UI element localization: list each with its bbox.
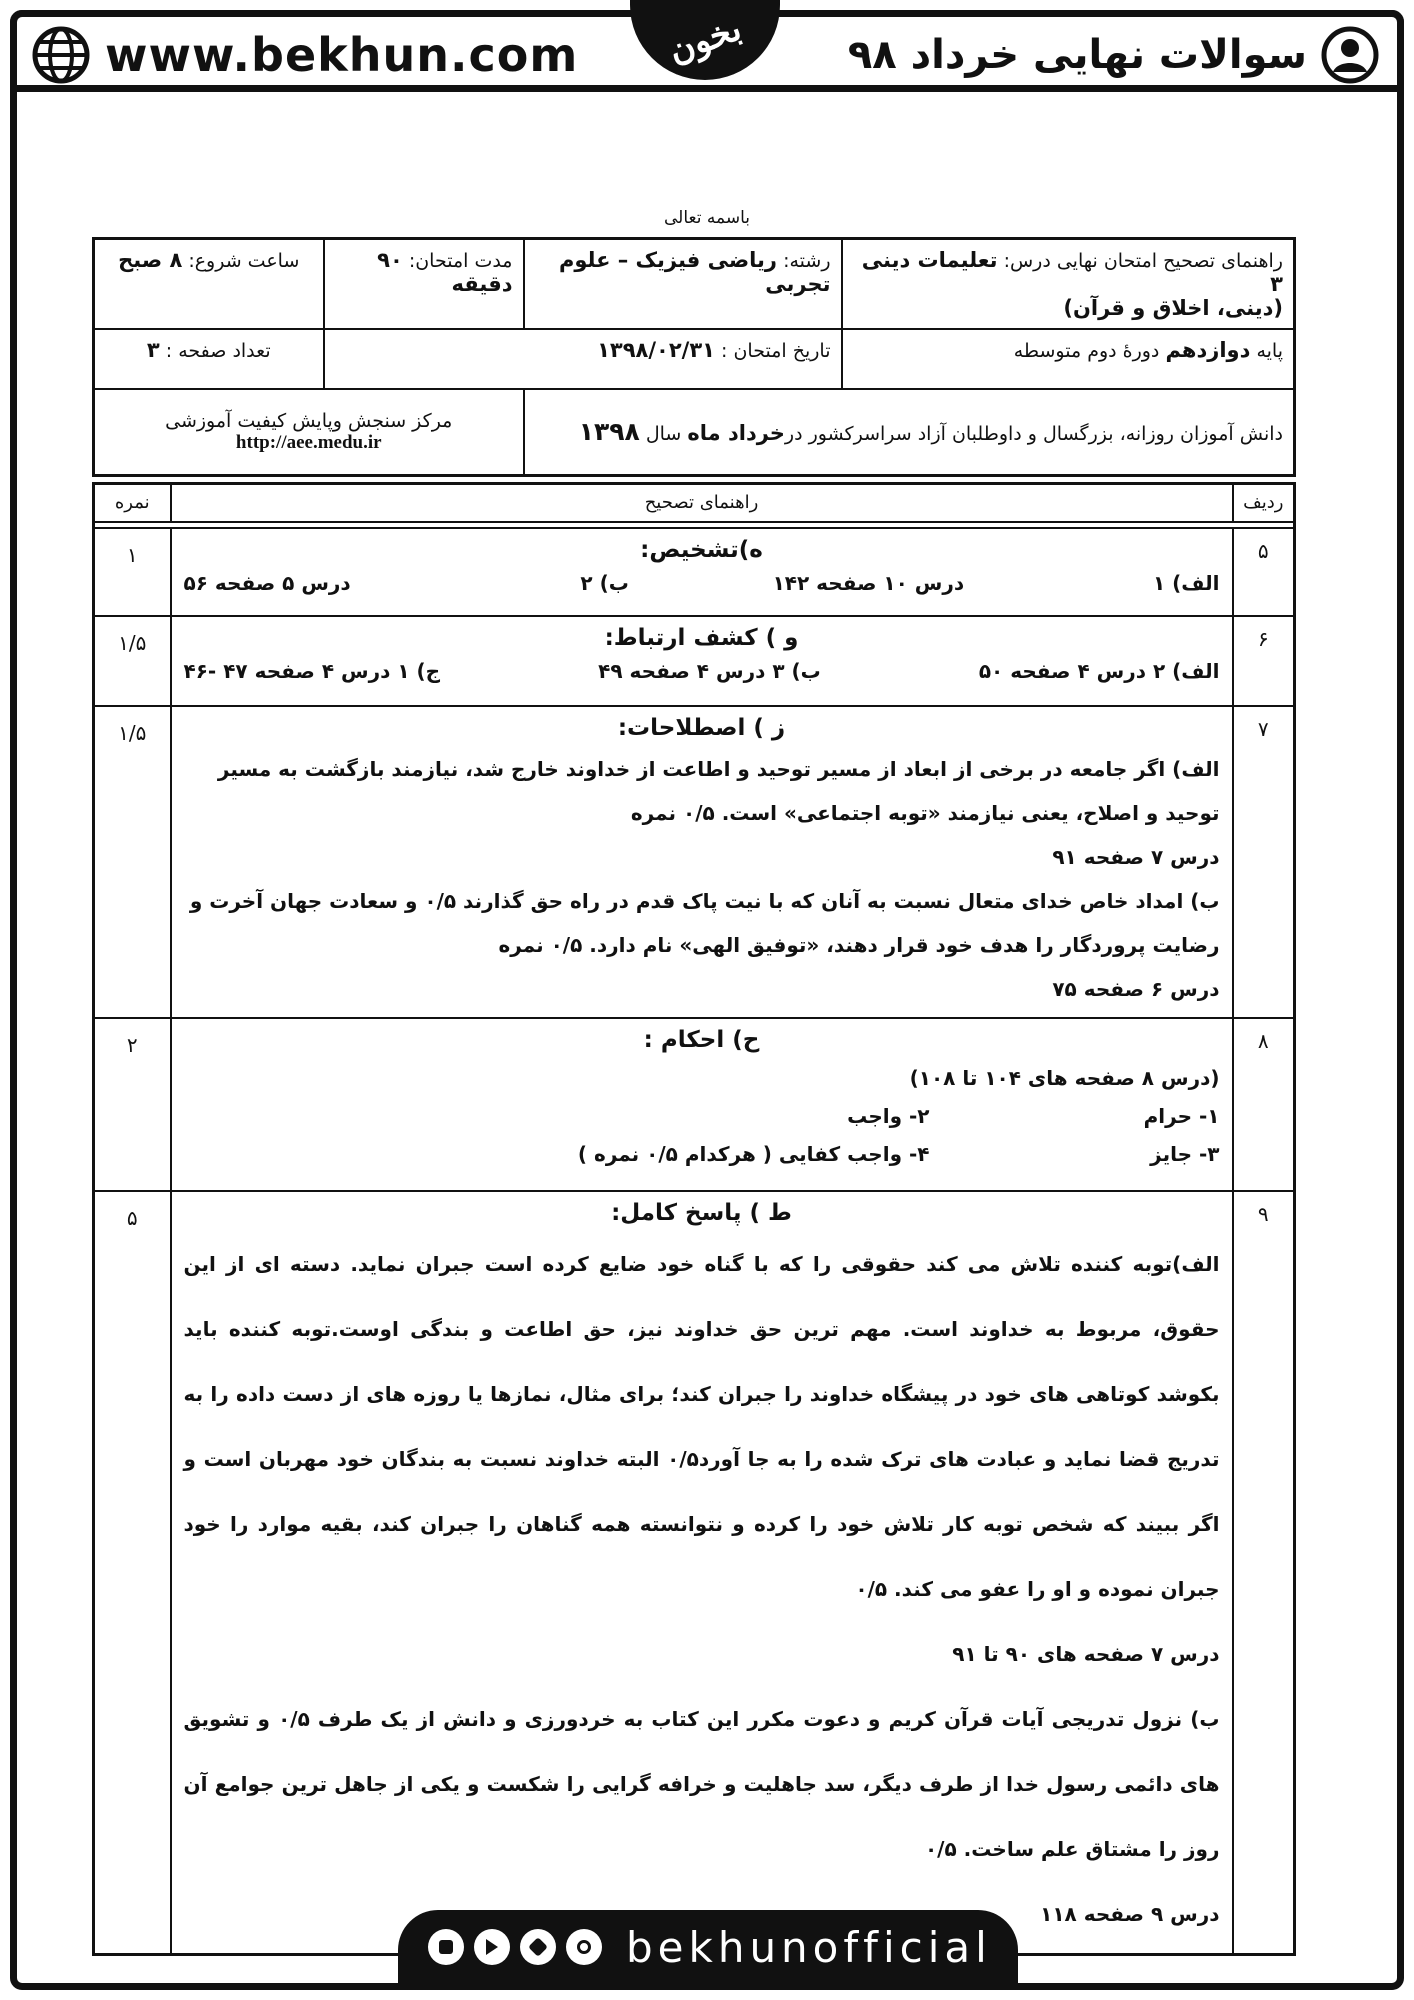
students-month: خرداد ماه [687, 421, 785, 446]
field-label: رشته: [783, 250, 831, 272]
answer-cell [171, 528, 1233, 616]
answer-b-ref: درس ۹ صفحه ۱۱۸ [1040, 1901, 1220, 1926]
logo-text: بخون [663, 8, 747, 72]
answer-c: ج) ۱ درس ۴ صفحه ۴۷ -۴۶ [183, 658, 441, 683]
answer-cell [171, 1191, 1233, 1955]
exam-header-table [92, 237, 1296, 477]
students-cell [524, 389, 1295, 475]
course-label: راهنمای تصحیح امتحان نهایی درس: [1003, 250, 1283, 272]
students-year: ۱۳۹۸ [578, 417, 640, 447]
social-bar [398, 1910, 1018, 1984]
question-row-8 [94, 1018, 1295, 1191]
course-name: تعلیمات دینی ۳ [861, 248, 1283, 296]
row-number: ۵ [1233, 528, 1295, 616]
grade-value: دوازدهم [1165, 338, 1251, 362]
question-row-9 [94, 1191, 1295, 1955]
answer-b-ref: درس ۶ صفحه ۷۵ [1052, 976, 1220, 1001]
center-cell [94, 389, 524, 475]
score: ۱ [94, 528, 171, 616]
pages-cell [94, 329, 324, 389]
section-title: ز ) اصطلاحات: [617, 714, 786, 741]
section-title: ه)تشخیص: [640, 536, 763, 563]
answer-line [184, 657, 1220, 685]
duration-value: ۹۰ دقیقه [377, 248, 513, 296]
social-handle[interactable]: bekhunofficial [626, 1922, 992, 1972]
section-title: ح) احکام : [643, 1026, 760, 1053]
question-row-6 [94, 616, 1295, 706]
duration-cell [324, 239, 524, 330]
grade-prefix: پایه [1256, 340, 1283, 362]
instagram-icon[interactable] [566, 1929, 602, 1965]
answer-b: ب) ۳ درس ۴ صفحه ۴۹ [598, 658, 821, 683]
answer-b-ref: درس ۵ صفحه ۵۶ [183, 570, 351, 595]
duration-label: مدت امتحان: [408, 250, 513, 272]
rules-line-2 [184, 1135, 1220, 1173]
section-title: و ) کشف ارتباط: [604, 624, 799, 651]
answer-b-text: ب) امداد خاص خدای متعال نسبت به آنان که با نیت پاک قدم در راه حق گذارند ۰/۵ و سعادت جهان آخرت و رضایت پروردگار را هدف خود قرار دهند، «توفیق الهی» نام دارد. ۰/۵ نمره [189, 888, 1220, 957]
rule-item-3: ۳- جایز [1150, 1141, 1220, 1166]
score: ۵ [94, 1191, 171, 1955]
banner-url[interactable]: www.bekhun.com [105, 28, 579, 82]
globe-icon [31, 25, 91, 85]
rule-item-1: ۱- حرام [1143, 1103, 1220, 1128]
date-value: ۱۳۹۸/۰۲/۳۱ [597, 338, 715, 362]
row-number: ۸ [1233, 1018, 1295, 1191]
pages-value: ۳ [146, 338, 160, 362]
answer-cell [171, 616, 1233, 706]
grade-cell [842, 329, 1295, 389]
aparat-icon[interactable] [428, 1929, 464, 1965]
row-number: ۷ [1233, 706, 1295, 1018]
answer-a-text: الف) اگر جامعه در برخی از ابعاد از مسیر توحید و اطاعت از خداوند خارج شد، نیازمند بازگشت به مسیر توحید و اصلاح، یعنی نیازمند «توبه اجتماعی» است. ۰/۵ نمره [217, 756, 1220, 825]
students-year-label: سال [645, 423, 682, 446]
row-number: ۹ [1233, 1191, 1295, 1955]
col-guide: راهنمای تصحیح [171, 484, 1233, 522]
rule-item-2: ۲- واجب [847, 1103, 930, 1128]
answer-a-ref: درس ۷ صفحه های ۹۰ تا ۹۱ [952, 1641, 1220, 1666]
field-value: ریاضی فیزیک – علوم تجربی [558, 248, 831, 296]
answer-b: ب) ۲ [580, 570, 629, 595]
rule-item-4: ۴- واجب کفایی ( هرکدام ۰/۵ نمره ) [577, 1141, 930, 1166]
user-circle-icon [1321, 26, 1379, 84]
rules-line-1 [184, 1097, 1220, 1135]
score: ۱/۵ [94, 706, 171, 1018]
banner-url-group[interactable] [31, 25, 578, 85]
answer-b-text: ب) نزول تدریجی آیات قرآن کریم و دعوت مکرر این کتاب به خردورزی و دانش از یک طرف ۰/۵ و تشویق های دائمی رسول خدا از طرف دیگر، سد جاهلیت و خرافه گرایی را شکست و یکی از جاهل ترین جوامع آن روز را مشتاق علم ساخت. ۰/۵ [183, 1706, 1220, 1861]
col-score: نمره [94, 484, 171, 522]
bismillah: باسمه تعالی [664, 208, 750, 228]
youtube-icon[interactable] [474, 1929, 510, 1965]
answer-a-ref: درس ۷ صفحه ۹۱ [1052, 844, 1220, 869]
center-url[interactable]: http://aee.medu.ir [235, 431, 382, 453]
score: ۲ [94, 1018, 171, 1191]
question-row-7 [94, 706, 1295, 1018]
question-row-5 [94, 528, 1295, 616]
grade-suffix: دورهٔ دوم متوسطه [1013, 340, 1160, 362]
row-number: ۶ [1233, 616, 1295, 706]
course-subtitle: (دینی، اخلاق و قرآن) [1063, 296, 1283, 320]
start-value: ۸ صبح [118, 248, 183, 272]
banner-title-group [848, 25, 1379, 85]
course-cell [842, 239, 1295, 330]
answer-a-text: الف)توبه کننده تلاش می کند حقوقی را که با گناه خود ضایع کرده است جبران نماید. دسته ای از این حقوق، مربوط به خداوند است. مهم ترین حق خداوند نیز، حق اطاعت و بندگی اوست.توبه کننده باید بکوشد کوتاهی های خود در پیشگاه خداوند را جبران کند؛ برای مثال، نمازها یا روزه های از دست داده را به تدریج قضا نماید و عبادت های ترک شده را به جا آورد۰/۵ البته خداوند نسبت به بندگان خود مهربان است و اگر ببیند که شخص توبه کار تلاش خود را کرده و نتوانسته همه گناهان را جبران کند، بقیه موارد را خود جبران نموده و او را عفو می کند. ۰/۵ [183, 1251, 1220, 1601]
start-label: ساعت شروع: [188, 250, 300, 272]
col-row: ردیف [1233, 484, 1295, 522]
answer-a: الف) ۱ [1152, 570, 1220, 595]
answer-a-ref: درس ۱۰ صفحه ۱۴۲ [772, 570, 965, 595]
date-label: تاریخ امتحان : [721, 340, 831, 362]
date-cell [324, 329, 842, 389]
answer-a: الف) ۲ درس ۴ صفحه ۵۰ [978, 658, 1220, 683]
start-cell [94, 239, 324, 330]
banner-title: سوالات نهایی خرداد ۹۸ [847, 32, 1307, 78]
rules-ref: (درس ۸ صفحه های ۱۰۴ تا ۱۰۸) [909, 1065, 1220, 1090]
answer-cell [171, 1018, 1233, 1191]
students-text: دانش آموزان روزانه، بزرگسال و داوطلبان آزاد سراسرکشور در [784, 423, 1283, 446]
field-cell [524, 239, 842, 330]
column-header-row [94, 484, 1295, 522]
telegram-icon[interactable] [520, 1929, 556, 1965]
center-name: مرکز سنجش وپایش کیفیت آموزشی [165, 409, 453, 432]
score: ۱/۵ [94, 616, 171, 706]
answer-key-table [92, 482, 1296, 1956]
pages-label: تعداد صفحه : [165, 340, 271, 362]
answer-line [184, 569, 1220, 597]
answer-cell [171, 706, 1233, 1018]
section-title: ط ) پاسخ کامل: [611, 1199, 792, 1226]
